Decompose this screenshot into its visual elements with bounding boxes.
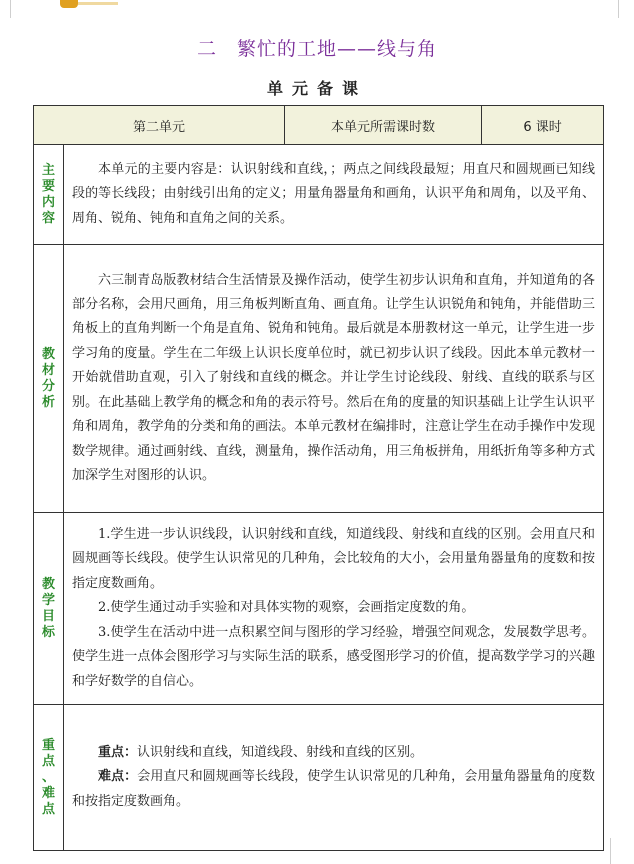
goal-item-1: 1.学生进一步认识线段，认识射线和直线，知道线段、射线和直线的区别。会用直尺和圆规画等长线段。使学生认识常见的几种角，会比较角的大小，会用量角器量角的度数和按指定度数画角。: [72, 527, 596, 591]
content-text-cell: [64, 145, 604, 245]
hours-label-cell: 本单元所需课时数: [285, 106, 482, 145]
goals-text-cell: [64, 513, 604, 705]
row-label-goals: 教 学 目 标: [34, 513, 64, 705]
logo-mark: [60, 0, 78, 8]
table-header-row: [34, 106, 604, 145]
row-label-analysis: 教 材 分 析: [34, 245, 64, 513]
logo-mark-band: [78, 2, 118, 5]
row-label-focus: 重 点 、 难 点: [34, 705, 64, 851]
goal-item-3: 3.使学生在活动中进一点积累空间与图形的学习经验，增强空间观念，发展数学思考。使学生进一点体会图形学习与实际生活的联系，感受图形学习的价值，提高数学学习的兴趣和学好数学的自信心。: [72, 624, 596, 689]
difficult-point: [72, 765, 595, 814]
page-title: 二 繁忙的工地——线与角: [196, 38, 437, 60]
difficult-point-label: 难点：: [98, 769, 138, 785]
page-corner-mark: [10, 0, 11, 18]
unit-plan-table: [33, 105, 604, 851]
table-row-focus: [34, 705, 604, 851]
row-label-content: 主 要 内 容: [34, 145, 64, 245]
table-row-content: [34, 145, 604, 245]
content-paragraph: 本单元的主要内容是：认识射线和直线，；两点之间线段最短；用直尺和圆规画已知线段的等长线段；由射线引出角的定义；用量角器量角和画角，认识平角和周角，以及平角、周角、锐角、钝角和直角之间的关系。: [72, 161, 596, 226]
difficult-point-text: 会用直尺和圆规画等长线段，使学生认识常见的几种角，会用量角器量角的度数和按指定度数画角。: [72, 769, 595, 809]
key-point-label: 重点：: [98, 744, 138, 760]
key-point-text: 认识射线和直线，知道线段、射线和直线的区别。: [137, 744, 424, 760]
goal-item-2: 2.使学生通过动手实验和对具体实物的观察，会画指定度数的角。: [98, 600, 475, 616]
key-point: [72, 741, 595, 765]
analysis-text-cell: [64, 245, 604, 513]
unit-cell: 第二单元: [34, 106, 285, 145]
page-subtitle: 单元备课: [266, 79, 367, 98]
page-corner-mark: [618, 0, 619, 18]
focus-text-cell: [64, 705, 604, 851]
table-row-goals: [34, 513, 604, 705]
page-corner-mark: [610, 838, 611, 864]
hours-value-cell: 6 课时: [482, 106, 604, 145]
table-row-analysis: [34, 245, 604, 513]
analysis-paragraph: 六三制青岛版教材结合生活情景及操作活动，使学生初步认识角和直角，并知道角的各部分名称，会用尺画角，用三角板判断直角、画直角。让学生认识锐角和钝角，并能借助三角板上的直角判断一个角是直角、锐角和钝角。最后就是本册教材这一单元，让学生进一步学习角的度量。学生在二年级上认识长度单位时，就已初步认识了线段。因此本单元教材一开始就借助直观，引入了射线和直线的概念。并让学生讨论线段、射线、直线的联系与区别。在此基础上教学角的概念和角的表示符号。然后在角的度量的知识基础上让学生认识平角和周角，教学角的分类和角的画法。本单元教材在编排时，注意让学生在动手操作中发现数学规律。通过画射线、直线，测量角，操作活动角，用三角板拼角，用纸折角等多种方式加深学生对图形的认识。: [72, 272, 596, 483]
